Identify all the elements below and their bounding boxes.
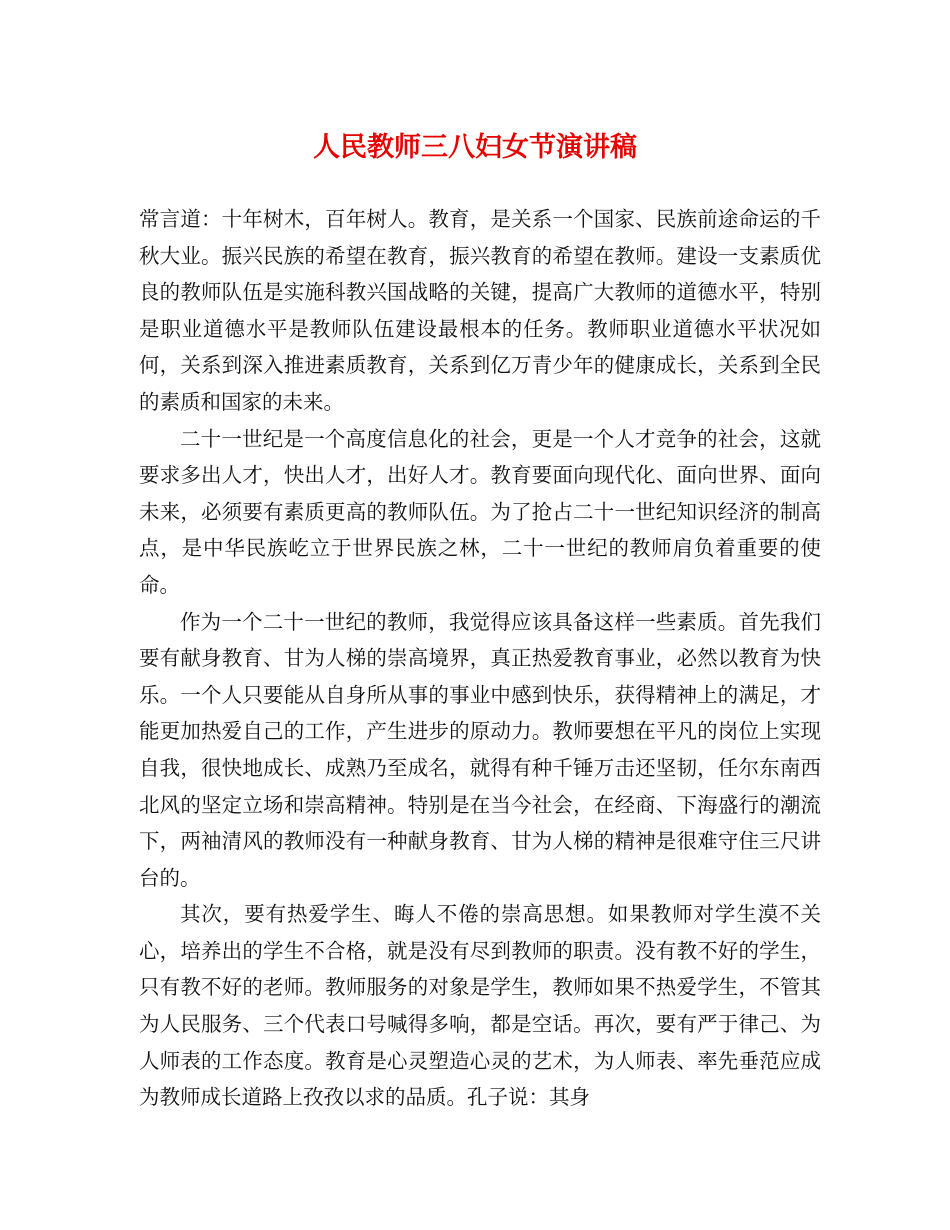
paragraph-4: 其次，要有热爱学生、晦人不倦的崇高思想。如果教师对学生漠不关心，培养出的学生不合格，就是没有尽到教师的职责。没有教不好的学生，只有教不好的老师。教师服务的对象是学生，教师如果不热爱学生，不管其为人民服务、三个代表口号喊得多响，都是空话。再次，要有严于律己、为人师表的工作态度。教育是心灵塑造心灵的艺术，为人师表、率先垂范应成为教师成长道路上孜孜以求的品质。孔子说：其身 bbox=[139, 902, 821, 1110]
document-title: 人民教师三八妇女节演讲稿 bbox=[313, 132, 637, 163]
paragraph-3: 作为一个二十一世纪的教师，我觉得应该具备这样一些素质。首先我们要有献身教育、甘为人梯的崇高境界，真正热爱教育事业，必然以教育为快乐。一个人只要能从自身所从事的事业中感到快乐，获得精神上的满足，才能更加热爱自己的工作，产生进步的原动力。教师要想在平凡的岗位上实现自我，很快地成长、成熟乃至成名，就得有种千锤万击还坚韧，任尔东南西北风的坚定立场和崇高精神。特别是在当今社会，在经商、下海盛行的潮流下，两袖清风的教师没有一种献身教育、甘为人梯的精神是很难守住三尺讲台的。 bbox=[139, 609, 821, 890]
document-body bbox=[139, 201, 821, 1116]
paragraph-2: 二十一世纪是一个高度信息化的社会，更是一个人才竞争的社会，这就要求多出人才，快出人才，出好人才。教育要面向现代化、面向世界、面向未来，必须要有素质更高的教师队伍。为了抢占二十一世纪知识经济的制高点，是中华民族屹立于世界民族之林，二十一世纪的教师肩负着重要的使命。 bbox=[139, 426, 821, 597]
paragraph-1: 常言道：十年树木，百年树人。教育，是关系一个国家、民族前途命运的千秋大业。振兴民族的希望在教育，振兴教育的希望在教师。建设一支素质优良的教师队伍是实施科教兴国战略的关键，提高广大教师的道德水平，特别是职业道德水平是教师队伍建设最根本的任务。教师职业道德水平状况如何，关系到深入推进素质教育，关系到亿万青少年的健康成长，关系到全民的素质和国家的未来。 bbox=[139, 207, 821, 414]
